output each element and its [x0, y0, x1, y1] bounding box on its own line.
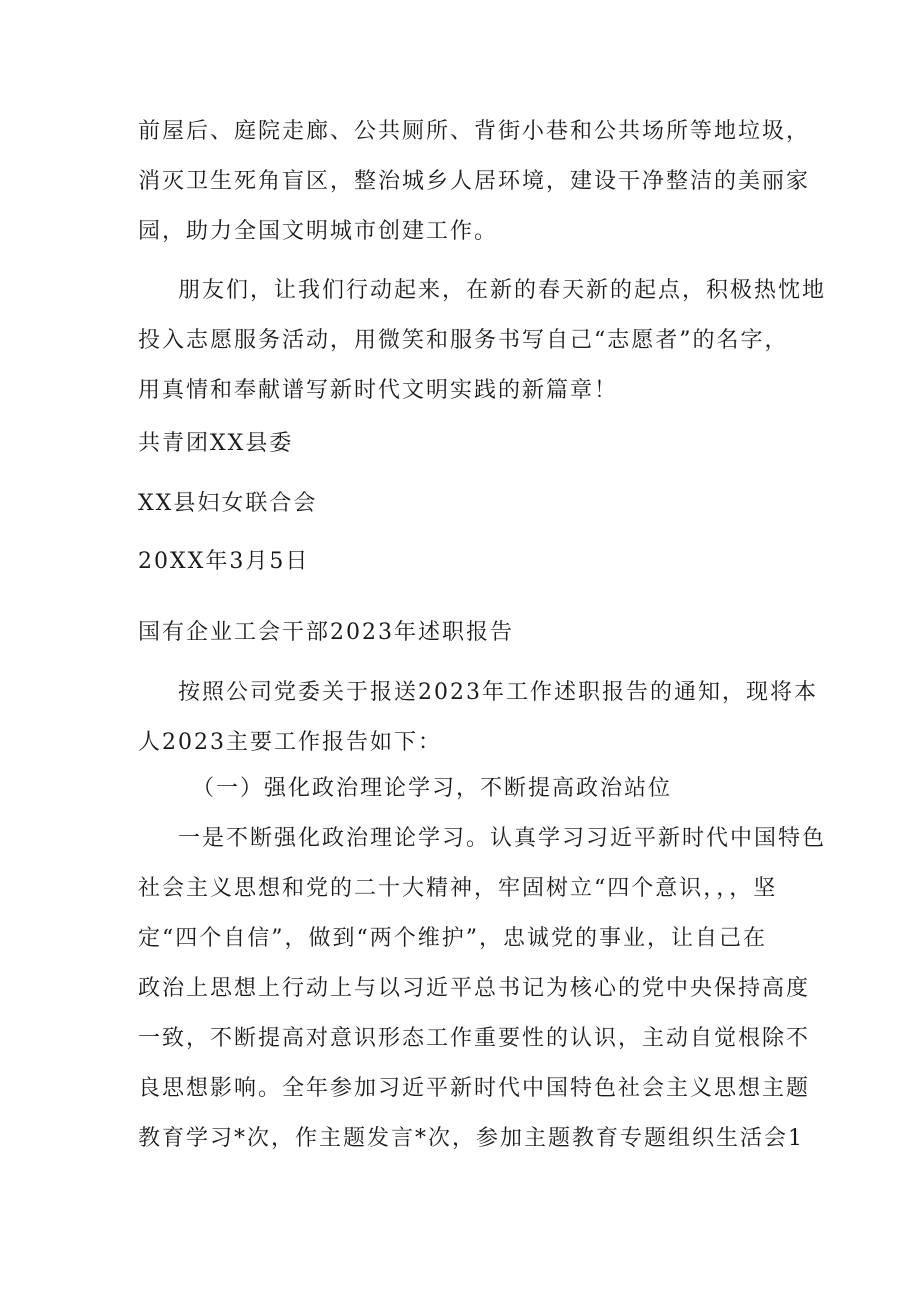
- text-line: 按照公司党委关于报送2023年工作述职报告的通知，现将本: [178, 680, 818, 705]
- signature-date: 20XX年3月5日: [138, 549, 310, 574]
- text-line: 社会主义思想和党的二十大精神，牢固树立“四个意识，，，坚: [138, 876, 778, 901]
- signature-org-1: 共青团XX县委: [138, 431, 294, 456]
- text-line: 前屋后、庭院走廊、公共厕所、背街小巷和公共场所等地垃圾，: [138, 119, 811, 144]
- text-line: 园，助力全国文明城市创建工作。: [138, 219, 499, 244]
- text-line: 良思想影响。全年参加习近平新时代中国特色社会主义思想主题: [138, 1076, 811, 1101]
- text-line: 投入志愿服务活动，用微笑和服务书写自己“志愿者”的名字，: [138, 328, 789, 353]
- text-line: 朋友们，让我们行动起来，在新的春天新的起点，积极热忱地: [178, 278, 827, 303]
- text-line: 用真情和奉献谱写新时代文明实践的新篇章！: [138, 378, 619, 403]
- text-line: 政治上思想上行动上与以习近平总书记为核心的党中央保持高度: [138, 976, 811, 1001]
- report-title: 国有企业工会干部2023年述职报告: [138, 620, 514, 645]
- signature-org-2: XX县妇女联合会: [138, 491, 318, 516]
- section-heading: （一）强化政治理论学习，不断提高政治站位: [192, 776, 673, 801]
- text-line: 定“四个自信”，做到“两个维护”，忠诚党的事业，让自己在: [138, 926, 767, 951]
- text-line: 一致，不断提高对意识形态工作重要性的认识，主动自觉根除不: [138, 1026, 811, 1051]
- text-line: 消灭卫生死角盲区，整治城乡人居环境，建设干净整洁的美丽家: [138, 169, 811, 194]
- text-line: 一是不断强化政治理论学习。认真学习习近平新时代中国特色: [178, 826, 827, 851]
- text-line: 人2023主要工作报告如下：: [138, 730, 442, 755]
- text-line: 教育学习*次，作主题发言*次，参加主题教育专题组织生活会1: [138, 1126, 804, 1151]
